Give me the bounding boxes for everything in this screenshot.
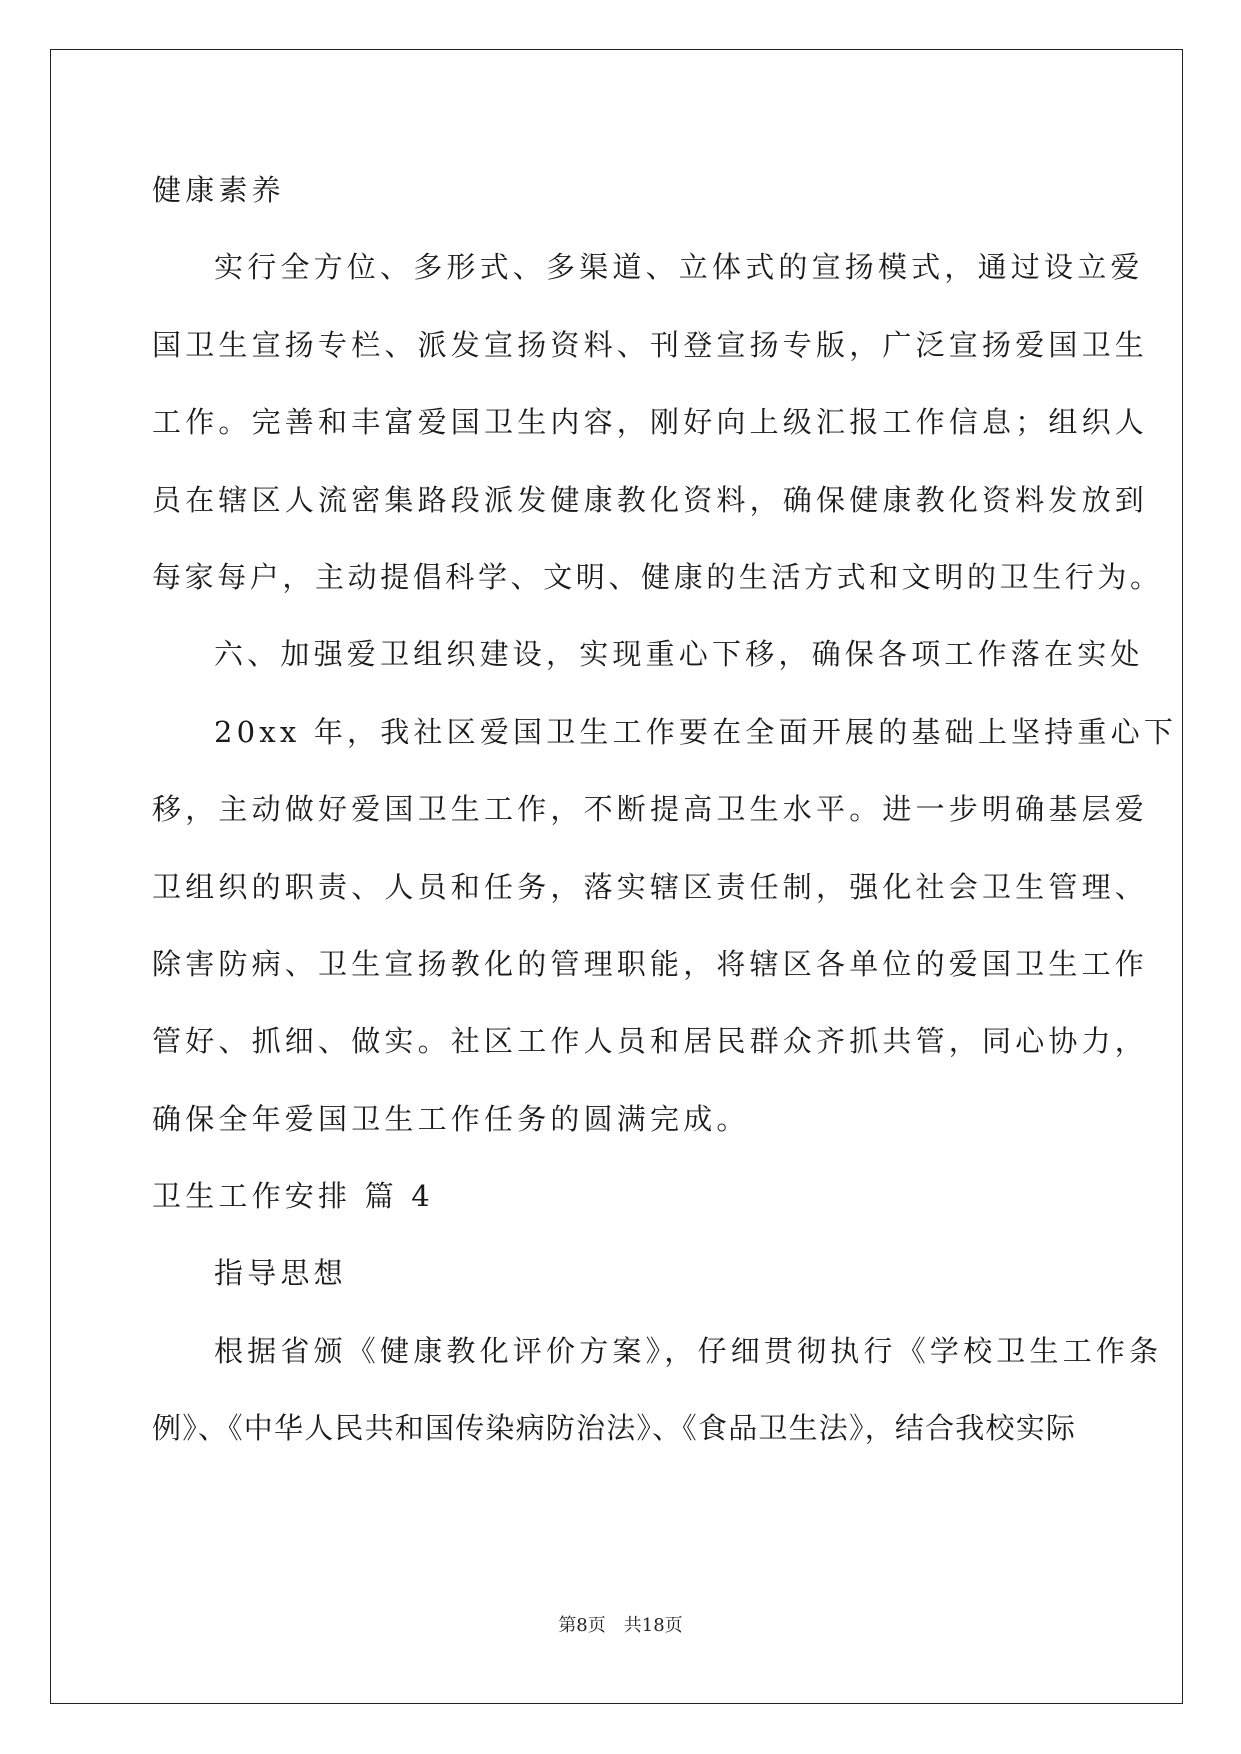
paragraph-line: 根据省颁《健康教化评价方案》，仔细贯彻执行《学校卫生工作条 [214,1333,1163,1368]
paragraph-line: 管好、抓细、做实。社区工作人员和居民群众齐抓共管，同心协力， [152,1024,1149,1059]
paragraph-line: 卫组织的职责、人员和任务，落实辖区责任制，强化社会卫生管理、 [152,869,1149,904]
paragraph-line: 实行全方位、多形式、多渠道、立体式的宣扬模式，通过设立爱 [214,250,1144,285]
page-footer [0,1614,1241,1638]
paragraph-line: 工作。完善和丰富爱国卫生内容，刚好向上级汇报工作信息；组织人 [152,405,1149,440]
document-body [152,160,1178,1476]
paragraph-line: 除害防病、卫生宣扬教化的管理职能，将辖区各单位的爱国卫生工作 [152,946,1149,981]
paragraph-line: 移，主动做好爱国卫生工作，不断提高卫生水平。进一步明确基层爱 [152,792,1149,827]
page-total: 共18页 [623,1615,683,1636]
paragraph-line: 国卫生宣扬专栏、派发宣扬资料、刊登宣扬专版，广泛宣扬爱国卫生 [152,327,1149,362]
paragraph-line: 20xx 年，我社区爱国卫生工作要在全面开展的基础上坚持重心下 [214,714,1178,749]
paragraph-line: 例》、《中华人民共和国传染病防治法》、《食品卫生法》，结合我校实际 [152,1411,1077,1446]
section-heading-health-literacy: 健康素养 [152,173,285,207]
paragraph-line: 每家每户，主动提倡科学、文明、健康的生活方式和文明的卫生行为。 [152,559,1163,594]
paragraph-line: 员在辖区人流密集路段派发健康教化资料，确保健康教化资料发放到 [152,482,1149,517]
article-title: 卫生工作安排 篇 4 [152,1179,434,1214]
page-number: 第8页 [558,1615,606,1636]
paragraph-line: 确保全年爱国卫生工作任务的圆满完成。 [152,1101,750,1136]
section-heading-guiding-ideology: 指导思想 [214,1256,347,1291]
section-heading-six: 六、加强爱卫组织建设，实现重心下移，确保各项工作落在实处 [214,637,1144,672]
